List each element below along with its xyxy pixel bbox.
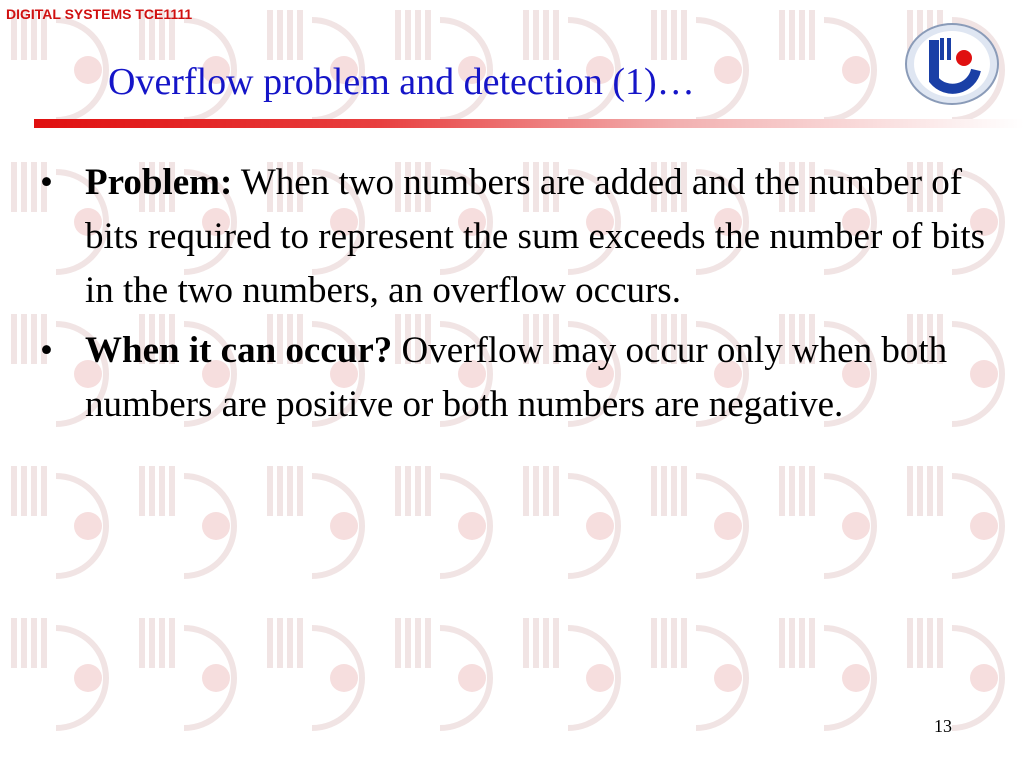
bullet-item-problem [40, 156, 990, 318]
bullet-heading: Problem: [85, 162, 233, 203]
bullet-dot: • [40, 162, 53, 203]
bullet-text: Overflow may occur only when both numbers are positive or both numbers are negative. [85, 330, 948, 425]
bullet-list [40, 156, 990, 438]
university-logo-icon [904, 22, 1000, 106]
bullet-dot: • [40, 330, 53, 371]
page-number: 13 [934, 716, 952, 736]
course-label: DIGITAL SYSTEMS TCE1111 [6, 6, 193, 22]
slide-title: Overflow problem and detection (1)… [108, 61, 695, 103]
bullet-text: When two numbers are added and the number of bits required to represent the sum exceeds the number of bits in the two numbers, an overflow occurs. [85, 162, 986, 311]
bullet-item-when-it-can-occur [40, 324, 990, 432]
title-underline [34, 119, 1024, 128]
bullet-heading: When it can occur? [85, 330, 393, 371]
